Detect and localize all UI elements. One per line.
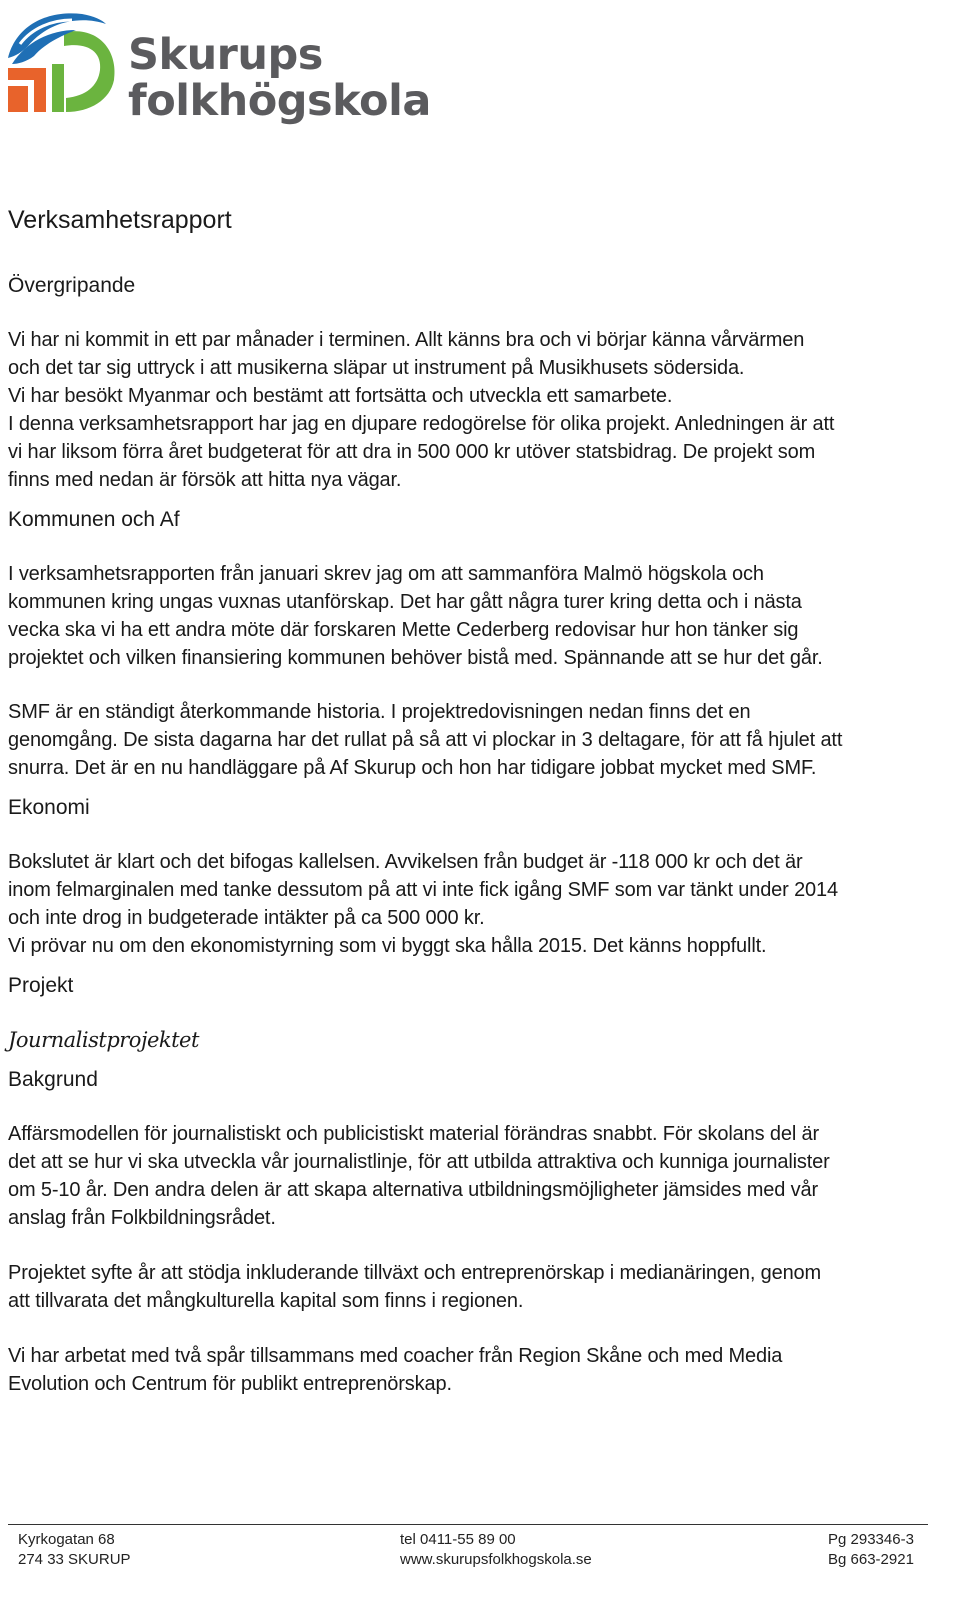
footer-bankgiro: Bg 663-2921 [828,1551,914,1568]
footer-plusgiro: Pg 293346-3 [828,1531,914,1548]
paragraph-projekt-1: Affärsmodellen för journalistiskt och publicistiskt material förändras snabbt. För skolans del är det att se hur vi ska utveckla vår journalistlinje, för att utbilda attraktiva och kunniga journalister om 5-10 år. Den andra delen är att skapa alternativa utbildningsmöjligheter jämsides med vår anslag från Folkbildningsrådet. [8,1123,830,1229]
paragraph-overgripande: Vi har ni kommit in ett par månader i terminen. Allt känns bra och vi börjar känna vårvärmen och det tar sig uttryck i att musikerna släpar ut instrument på Musikhusets södersida. Vi har besökt Myanmar och bestämt att fortsätta och utveckla ett samarbete. I denna verksamhetsrapport har jag en djupare redogörelse för olika projekt. Anledningen är att vi har liksom förra året budgeterat för att dra in 500 000 kr utöver statsbidrag. De projekt som finns med nedan är försök att hitta nya vägar. [8,329,835,491]
section-heading-overgripande: Övergripande [8,274,136,297]
section-heading-projekt: Projekt [8,974,74,997]
section-heading-ekonomi: Ekonomi [8,796,90,819]
footer-city: 274 33 SKURUP [18,1551,131,1568]
school-logo [6,8,431,128]
subheading-bakgrund: Bakgrund [8,1068,98,1091]
paragraph-projekt-2: Projektet syfte år att stödja inkluderande tillväxt och entreprenörskap i medianäringen, genom att tillvarata det mångkulturella kapital som finns i regionen. [8,1262,822,1312]
paragraph-kommunen-1: I verksamhetsrapporten från januari skrev jag om att sammanföra Malmö högskola och kommunen kring ungas vuxnas utanförskap. Det har gått några turer kring detta och i nästa vecka ska vi ha ett andra möte där forskaren Mette Cederberg redovisar hur hon tänker sig projektet och vilken finansiering kommunen behöver bistå med. Spännande att se hur det går. [8,563,823,669]
footer-accounts [828,1530,914,1570]
footer-phone: tel 0411-55 89 00 [400,1531,516,1548]
paragraph-ekonomi: Bokslutet är klart och det bifogas kallelsen. Avvikelsen från budget är -118 000 kr och det är inom felmarginalen med tanke dessutom på att vi inte fick igång SMF som var tänkt under 2014 och inte drog in budgeterade intäkter på ca 500 000 kr. Vi prövar nu om den ekonomistyrning som vi byggt ska hålla 2015. Det känns hoppfullt. [8,851,838,957]
logo-text-folkhogskola: folkhögskola [128,76,431,126]
document-title: Verksamhetsrapport [8,206,232,234]
footer-street: Kyrkogatan 68 [18,1531,115,1548]
paragraph-kommunen-2: SMF är en ständigt återkommande historia. I projektredovisningen nedan finns det en genomgång. De sista dagarna har det rullat på så att vi plockar in 3 deltagare, för att få hjulet att snurra. Det är en nu handläggare på Af Skurup och hon har tidigare jobbat mycket med SMF. [8,701,843,779]
footer-address [18,1530,131,1570]
footer-website-link[interactable]: www.skurupsfolkhogskola.se [400,1551,592,1568]
logo-text-skurups: Skurups [128,30,323,80]
section-heading-kommunen: Kommunen och Af [8,508,180,531]
paragraph-projekt-3: Vi har arbetat med två spår tillsammans med coacher från Region Skåne och med Media Evolution och Centrum för publikt entreprenörskap. [8,1345,783,1395]
logo-mark-icon [6,8,126,120]
footer-divider [8,1524,928,1525]
footer-contact [400,1530,592,1570]
subheading-journalistprojektet: Journalistprojektet [8,1028,199,1052]
